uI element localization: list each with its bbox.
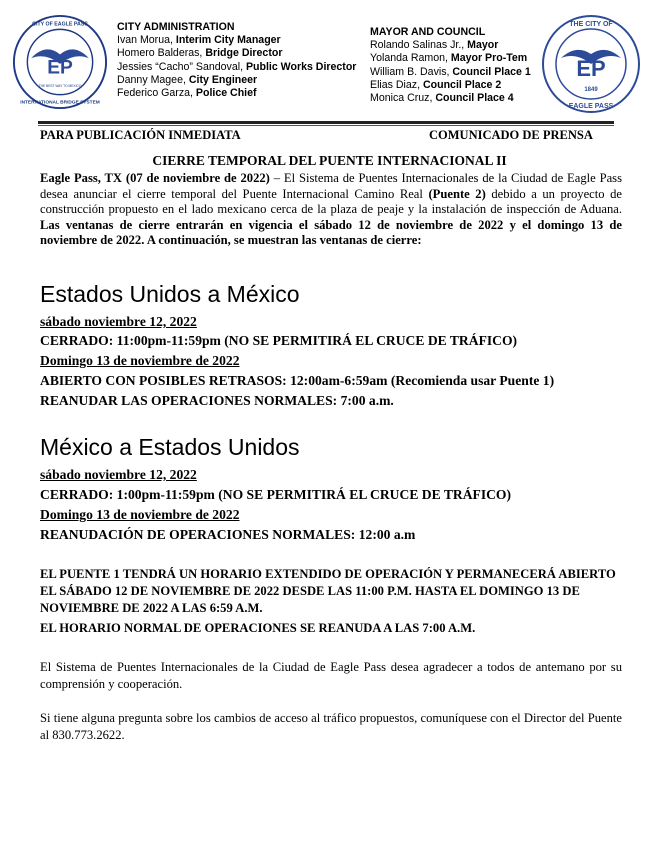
mx-day1-label: sábado noviembre 12, 2022: [40, 467, 197, 482]
svg-text:INTERNATIONAL BRIDGE SYSTEM: INTERNATIONAL BRIDGE SYSTEM: [20, 100, 100, 106]
admin-member: Homero Balderas, Bridge Director: [117, 47, 283, 60]
section-heading-mexico-to-us: México a Estados Unidos: [40, 434, 300, 460]
header-divider-thin: [38, 125, 614, 126]
us-day2-label: Domingo 13 de noviembre de 2022: [40, 353, 240, 368]
us-open-line: ABIERTO CON POSIBLES RETRASOS: 12:00am-6:59am (Recomienda usar Puente 1): [40, 373, 555, 388]
normal-hours-notice: EL HORARIO NORMAL DE OPERACIONES SE REANUDA A LAS 7:00 A.M.: [40, 621, 476, 635]
city-administration-block: [117, 21, 356, 100]
document-title: CIERRE TEMPORAL DEL PUENTE INTERNACIONAL II: [152, 153, 507, 168]
header-divider: [38, 121, 614, 124]
seal-left-motto: THE BEST WAY TO MEXICO: [38, 83, 82, 88]
us-resume-line: REANUDAR LAS OPERACIONES NORMALES: 7:00 a.m.: [40, 393, 394, 408]
council-member: William B. Davis, Council Place 1: [370, 65, 531, 78]
city-administration-title: CITY ADMINISTRATION: [117, 21, 235, 33]
city-of-eagle-pass-seal: [541, 14, 641, 114]
immediate-release-label: PARA PUBLICACIÓN INMEDIATA: [40, 128, 241, 142]
svg-text:THE CITY OF: THE CITY OF: [569, 21, 613, 28]
admin-member: Jessies “Cacho” Sandoval, Public Works Director: [117, 60, 357, 73]
council-member: Yolanda Ramon, Mayor Pro-Tem: [370, 52, 528, 65]
press-release-label: COMUNICADO DE PRENSA: [429, 128, 593, 142]
admin-member: Federico Garza, Police Chief: [117, 87, 257, 100]
intro-paragraph: Eagle Pass, TX (07 de noviembre de 2022) – El Sistema de Puentes Internacionales de la Ciudad de Eagle Pass desea anunciar el cierre temporal del Puente Internacional Camino Real (Puente 2) debido a un proyecto de construcción propuesto en el lado mexicano cerca de la plaza de peaje y la instalación de inspección de Aduana. Las ventanas de cierre entrarán en vigencia el sábado 12 de noviembre de 2022 y el domingo 13 de noviembre de 2022. A continuación, se muestran las ventanas de cierre:: [40, 171, 622, 247]
mayor-and-council-title: MAYOR AND COUNCIL: [370, 26, 486, 38]
section-heading-us-to-mexico: Estados Unidos a México: [40, 281, 300, 307]
thanks-paragraph: El Sistema de Puentes Internacionales de la Ciudad de Eagle Pass desea agradecer a todos de antemano por su comprensión y cooperación.: [40, 660, 622, 691]
svg-text:CITY OF EAGLE PASS: CITY OF EAGLE PASS: [32, 21, 88, 28]
bridge1-notice: EL PUENTE 1 TENDRÁ UN HORARIO EXTENDIDO DE OPERACIÓN Y PERMANECERÁ ABIERTO EL SÁBADO 12 DE NOVIEMBRE DE 2022 DESDE LAS 11:00 P.M. HASTA EL DOMINGO 13 DE NOVIEMBRE DE 2022 A LAS 6:59 A.M.: [40, 567, 616, 615]
mx-resume-line: REANUDACIÓN DE OPERACIONES NORMALES: 12:00 a.m: [40, 527, 416, 542]
admin-member: Danny Magee, City Engineer: [117, 73, 258, 86]
seal-left-monogram: EP: [47, 57, 73, 79]
seal-right-year: 1849: [584, 87, 598, 93]
svg-text:EAGLE PASS: EAGLE PASS: [568, 103, 614, 110]
admin-member: Ivan Morua, Interim City Manager: [117, 34, 281, 47]
mayor-and-council-block: [370, 26, 531, 105]
dateline: Eagle Pass, TX (07 de noviembre de 2022): [40, 171, 270, 185]
mx-closed-line: CERRADO: 1:00pm-11:59pm (NO SE PERMITIRÁ EL CRUCE DE TRÁFICO): [40, 487, 512, 502]
council-member: Elias Diaz, Council Place 2: [370, 78, 502, 91]
council-member: Rolando Salinas Jr., Mayor: [370, 39, 499, 52]
us-day1-label: sábado noviembre 12, 2022: [40, 314, 197, 329]
mx-day2-label: Domingo 13 de noviembre de 2022: [40, 507, 240, 522]
council-member: Monica Cruz, Council Place 4: [370, 92, 514, 105]
us-closed-line: CERRADO: 11:00pm-11:59pm (NO SE PERMITIRÁ EL CRUCE DE TRÁFICO): [40, 333, 518, 348]
seal-right-monogram: EP: [576, 56, 606, 81]
international-bridge-system-seal: [12, 14, 108, 110]
contact-paragraph: Si tiene alguna pregunta sobre los cambios de acceso al tráfico propuestos, comuníquese con el Director del Puente al 830.773.2622.: [40, 711, 622, 742]
